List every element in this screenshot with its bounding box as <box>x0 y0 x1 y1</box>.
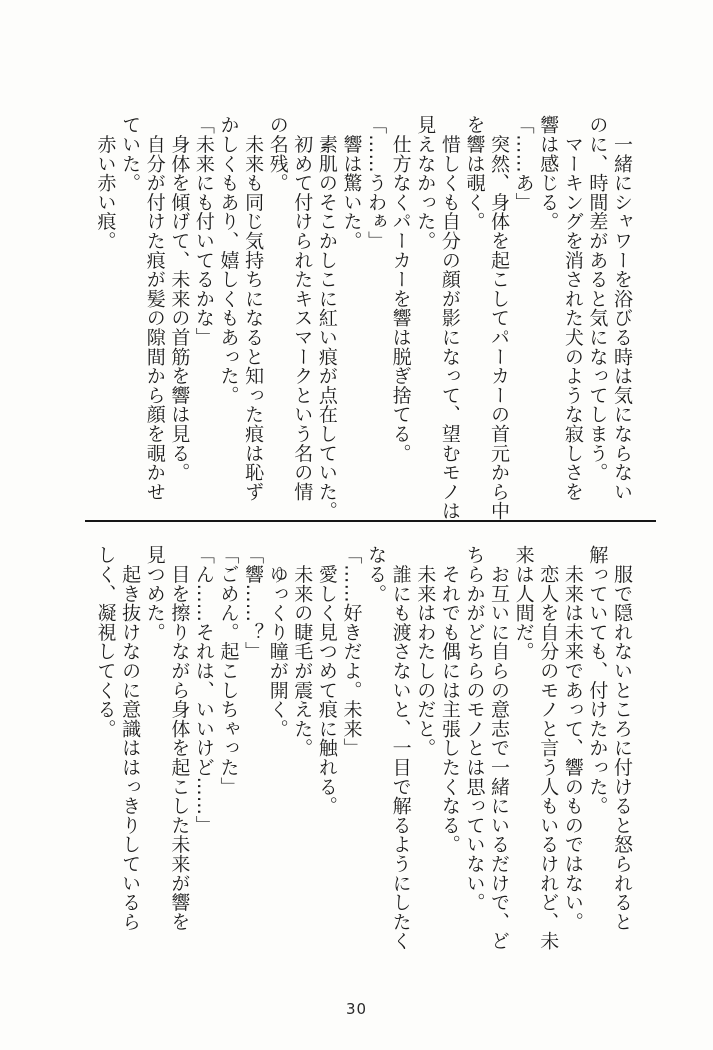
text-line: 「響……？」 <box>242 545 265 661</box>
text-line: 自分が付けた痕が髪の隙間から顔を覗かせ <box>143 115 166 501</box>
page-number: 30 <box>345 1000 368 1018</box>
text-line: 響は驚いた。 <box>340 115 363 251</box>
text-line: 突然、身体を起こしてパーカーの首元から中 <box>488 115 511 521</box>
text-line: ていた。 <box>119 115 142 193</box>
text-line: 目を擦りながら身体を起こした未来が響を <box>168 545 191 931</box>
text-line: 惜しくも自分の顔が影になって、望むモノは <box>438 115 461 521</box>
text-line: のに、時間差があると気になってしまう。 <box>586 115 609 482</box>
text-line: 来は人間だ。 <box>512 545 535 661</box>
text-line: 愛しく見つめて痕に触れる。 <box>315 545 338 816</box>
text-line: 解っていても、付けたかった。 <box>586 545 609 816</box>
text-line: 未来はわたしのだと。 <box>414 545 437 758</box>
text-line: 赤い赤い痕。 <box>94 115 117 251</box>
text-line: 恋人を自分のモノと言う人もいるけれど、未 <box>537 545 560 951</box>
text-line: 「ん……それは、いいけど……」 <box>192 545 215 835</box>
text-line: 「……好きだよ。未来」 <box>340 545 363 758</box>
text-line: 仕方なくパーカーを響は脱ぎ捨てる。 <box>389 115 412 463</box>
text-line: 未来の睫毛が震えた。 <box>291 545 314 758</box>
text-line: それでも偶には主張したくなる。 <box>438 545 461 854</box>
text-line: 誰にも渡さないと、一目で解るようにしたく <box>389 545 412 951</box>
text-line: なる。 <box>365 545 388 603</box>
text-line: マーキングを消された犬のような寂しさを <box>561 115 584 501</box>
text-line: の名残。 <box>266 115 289 193</box>
section-divider <box>85 520 656 522</box>
text-line: 身体を傾げて、未来の首筋を響は見る。 <box>168 115 191 482</box>
text-line: しく、凝視してくる。 <box>94 545 117 738</box>
text-line: 「ごめん。起こしちゃった」 <box>217 545 240 796</box>
text-section-bottom <box>93 545 634 955</box>
text-line: 未来は未来であって、響のものではない。 <box>561 545 584 931</box>
text-line: 素肌のそこかしこに紅い痕が点在していた。 <box>315 115 338 521</box>
text-line: 「……あ」 <box>512 115 535 212</box>
text-line: ゆっくり瞳が開く。 <box>266 545 289 738</box>
text-line: 見つめた。 <box>143 545 166 642</box>
text-line: 見えなかった。 <box>414 115 437 251</box>
text-line: 起き抜けなのに意識ははっきりしているら <box>119 545 142 931</box>
text-line: を響は覗く。 <box>463 115 486 231</box>
text-section-top <box>93 115 634 525</box>
text-line: 「未来にも付いてるかな」 <box>192 115 215 347</box>
text-line: 初めて付けられたキスマークという名の情 <box>291 115 314 501</box>
text-line: 未来も同じ気持ちになると知った痕は恥ず <box>242 115 265 501</box>
text-line: ちらかがどちらのモノとは思っていない。 <box>463 545 486 912</box>
text-line: お互いに自らの意志で一緒にいるだけで、ど <box>488 545 511 951</box>
text-line: 一緒にシャワーを浴びる時は気にならない <box>611 115 633 501</box>
text-line: かしくもあり、嬉しくもあった。 <box>217 115 240 405</box>
text-line: 「……うわぁ」 <box>365 115 388 251</box>
text-line: 服で隠れないところに付けると怒られると <box>611 545 633 931</box>
text-line: 響は感じる。 <box>537 115 560 231</box>
